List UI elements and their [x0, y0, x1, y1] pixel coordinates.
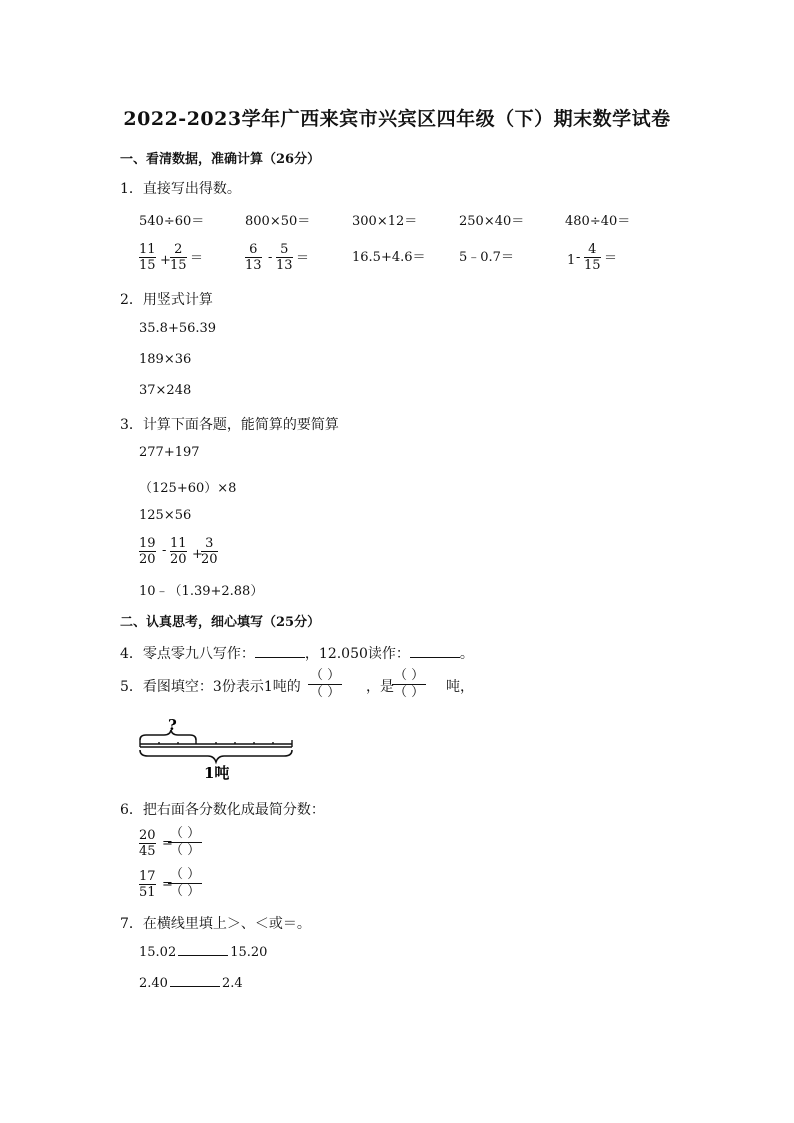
fraction: $\frac{11}{15}$ — [139, 242, 156, 273]
q1-expr-1: 540÷60＝ — [139, 214, 205, 229]
fraction: $\frac{5}{13}$ — [276, 242, 293, 273]
equals-sign: ＝ — [190, 251, 204, 266]
page-title: 2022-2023学年广西来宾市兴宾区四年级（下）期末数学试卷 — [123, 108, 671, 130]
bottom-brace — [140, 750, 292, 762]
q1-expr-3: 300×12＝ — [352, 214, 418, 229]
q1-expr-5: 480÷40＝ — [565, 214, 631, 229]
answer-fraction-blank[interactable]: （ ） （ ） — [170, 867, 201, 899]
q2-item-3: 37×248 — [139, 383, 192, 398]
answer-fraction-blank[interactable]: （ ） （ ） — [170, 826, 201, 858]
q3-item-5: 10﹣（1.39+2.88） — [139, 584, 264, 599]
equals-sign: = — [162, 836, 173, 851]
comparison-left: 15.02 — [139, 945, 177, 960]
q1-expr-4: 250×40＝ — [459, 214, 525, 229]
equals-sign: = — [162, 877, 173, 892]
q4-text-1: 4．零点零九八写作： — [120, 646, 255, 662]
operator: - — [268, 250, 273, 265]
section-heading-2: 二、认真思考，细心填写（25分） — [120, 615, 321, 630]
ton-bar-diagram — [134, 716, 298, 782]
fraction: $\frac{19}{20}$ — [139, 536, 156, 567]
question-4 — [120, 643, 474, 663]
fraction: $\frac{11}{20}$ — [170, 536, 187, 567]
answer-fraction-blank[interactable]: （ ） （ ） — [394, 668, 425, 700]
question-3-label: 3．计算下面各题，能简算的要简算 — [120, 417, 339, 433]
question-1-label: 1．直接写出得数。 — [120, 181, 241, 197]
equals-sign: ＝ — [604, 251, 618, 266]
question-6-label: 6．把右面各分数化成最简分数： — [120, 802, 325, 818]
bar-diagram-svg — [134, 716, 298, 782]
question-5-text-3: 吨， — [446, 679, 474, 695]
fraction: $\frac{2}{15}$ — [170, 242, 187, 273]
fraction: $\frac{20}{45}$ — [139, 828, 156, 859]
whole-number: 1 — [567, 253, 576, 268]
operator: - — [162, 543, 167, 558]
q1-expr-8: 16.5+4.6＝ — [352, 250, 426, 265]
operator: - — [576, 250, 581, 265]
comparison-right: 2.4 — [221, 976, 243, 991]
fraction: $\frac{17}{51}$ — [139, 869, 156, 900]
q3-item-2: （125+60）×8 — [139, 481, 237, 496]
q1-expr-2: 800×50＝ — [245, 214, 311, 229]
answer-blank[interactable] — [178, 955, 228, 956]
answer-fraction-blank[interactable]: （ ） （ ） — [310, 668, 341, 700]
operator: + — [160, 253, 171, 268]
fraction: $\frac{3}{20}$ — [201, 536, 218, 567]
operator: + — [192, 547, 203, 562]
q3-item-1: 277+197 — [139, 445, 200, 460]
equals-sign: ＝ — [296, 251, 310, 266]
question-2-label: 2．用竖式计算 — [120, 292, 213, 308]
q1-expr-9: 5﹣0.7＝ — [459, 250, 514, 265]
fraction: $\frac{6}{13}$ — [245, 242, 262, 273]
section-heading-1: 一、看清数据，准确计算（26分） — [120, 152, 321, 167]
comparison-1 — [139, 945, 267, 960]
one-ton-label: 1吨 — [204, 764, 230, 782]
question-5-text-1: 5．看图填空：3份表示1吨的 — [120, 679, 301, 695]
fraction: $\frac{4}{15}$ — [584, 242, 601, 273]
question-7-label: 7．在横线里填上＞、＜或＝。 — [120, 916, 311, 932]
question-5-text-2: ，是 — [366, 679, 394, 695]
comparison-2 — [139, 976, 243, 991]
answer-blank[interactable] — [410, 657, 460, 658]
question-mark-label: ? — [168, 716, 177, 734]
q3-item-3: 125×56 — [139, 508, 192, 523]
q2-item-1: 35.8+56.39 — [139, 321, 217, 336]
q4-text-3: 。 — [459, 646, 474, 662]
comparison-left: 2.40 — [139, 976, 168, 991]
q2-item-2: 189×36 — [139, 352, 192, 367]
answer-blank[interactable] — [255, 657, 305, 658]
answer-blank[interactable] — [170, 986, 220, 987]
comparison-right: 15.20 — [230, 945, 268, 960]
q4-text-2: ，12.050读作： — [304, 646, 410, 662]
